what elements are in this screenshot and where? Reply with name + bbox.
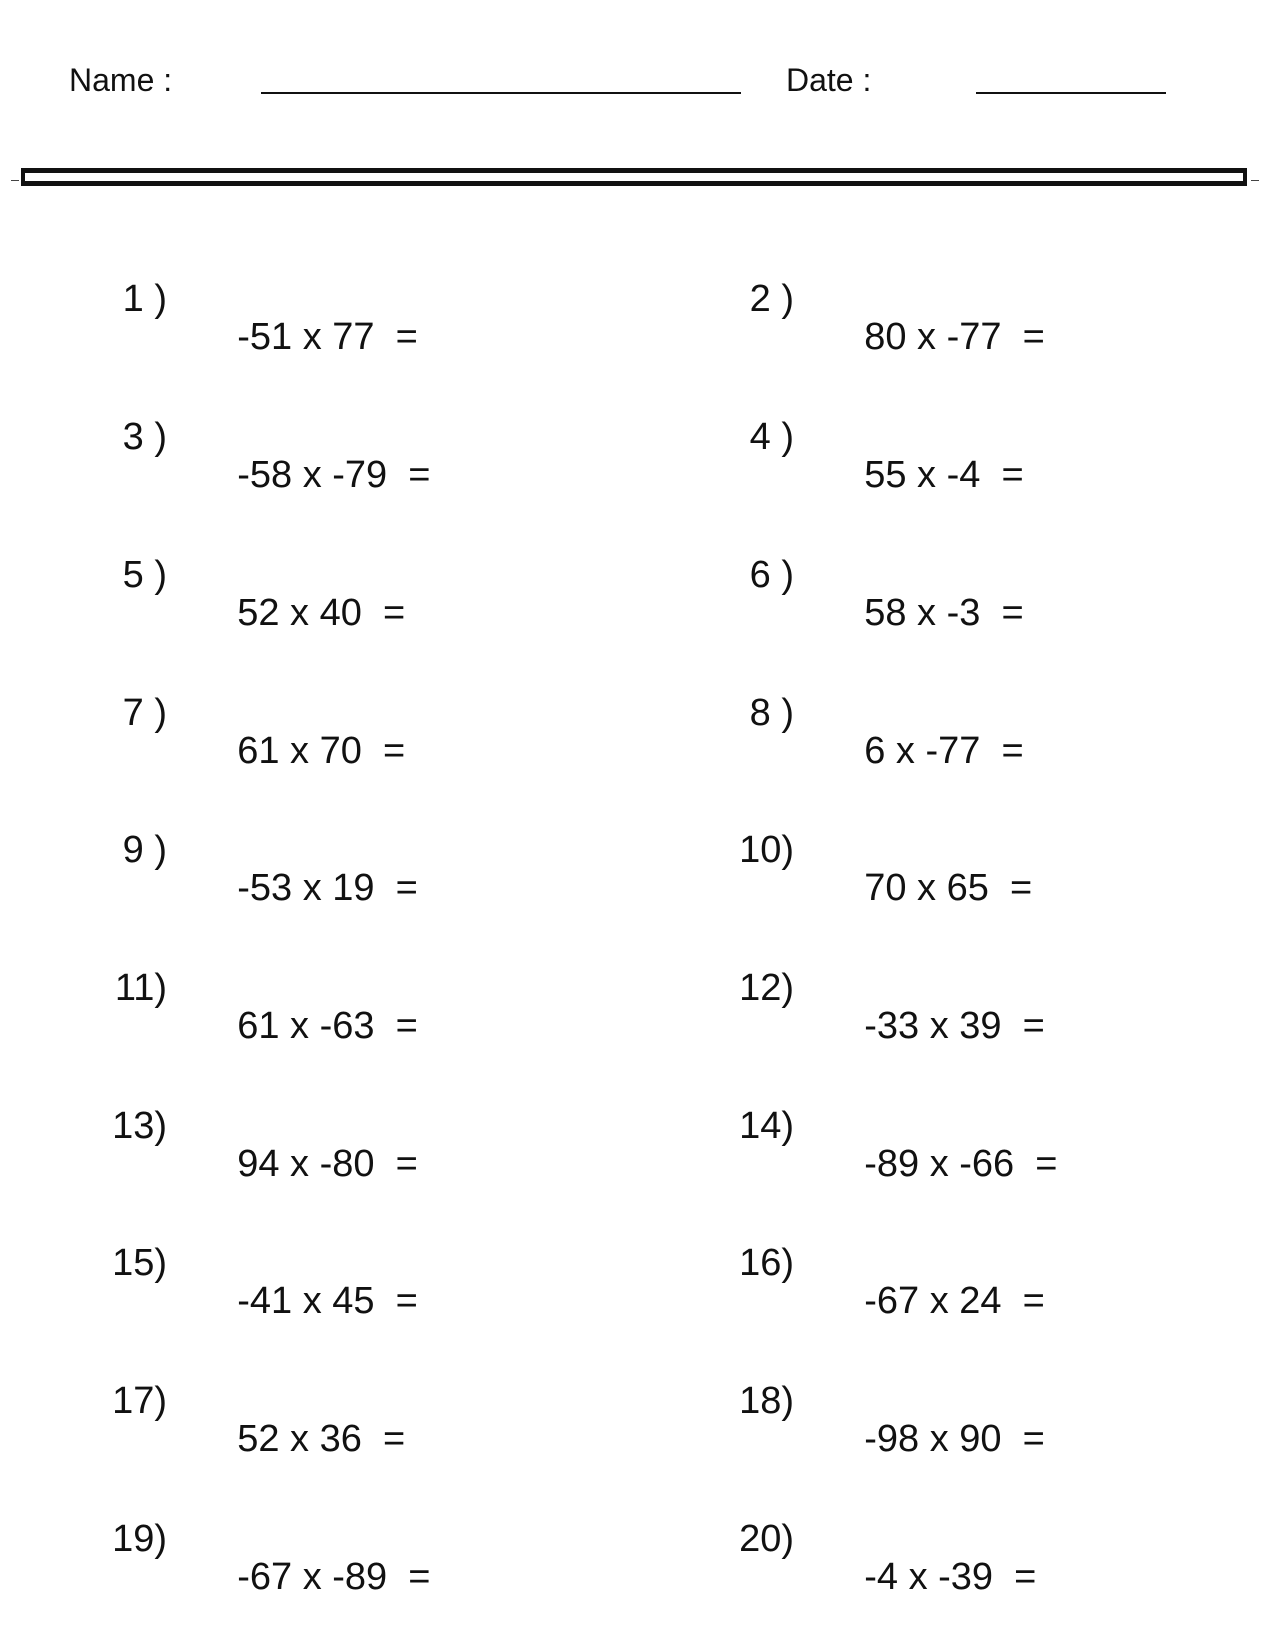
problem-expression: -4 x -39 =: [864, 1556, 1037, 1598]
problem-number: 4 ): [749, 416, 794, 458]
problem-17: [112, 1344, 406, 1496]
problem-1: [122, 242, 418, 394]
problem-expression: 52 x 40 =: [237, 592, 406, 634]
problem-expression: -67 x 24 =: [864, 1280, 1045, 1322]
problem-10: [739, 793, 1033, 945]
problem-18: [739, 1344, 1045, 1496]
problem-number: 17): [112, 1380, 167, 1422]
problem-16: [739, 1206, 1045, 1358]
problem-expression: -51 x 77 =: [237, 316, 418, 358]
problem-expression: -89 x -66 =: [864, 1143, 1058, 1185]
problem-number: 16): [739, 1242, 794, 1284]
name-label: Name :: [69, 62, 173, 98]
problem-number: 9 ): [122, 829, 167, 871]
problem-number: 6 ): [749, 554, 794, 596]
problem-expression: -33 x 39 =: [864, 1005, 1045, 1047]
problem-number: 12): [739, 967, 794, 1009]
problem-number: 10): [739, 829, 794, 871]
problem-20: [739, 1482, 1037, 1634]
problem-expression: 52 x 36 =: [237, 1418, 406, 1460]
problem-7: [122, 656, 406, 808]
problem-number: 5 ): [122, 554, 167, 596]
problem-19: [112, 1482, 431, 1634]
date-blank-line[interactable]: [976, 92, 1166, 94]
rule-tick-right: [1251, 180, 1259, 181]
problem-number: 15): [112, 1242, 167, 1284]
problem-11: [114, 931, 418, 1083]
problem-expression: -58 x -79 =: [237, 454, 431, 496]
problem-6: [749, 518, 1024, 670]
header-divider: [21, 168, 1247, 186]
problem-expression: 80 x -77 =: [864, 316, 1045, 358]
problem-expression: 61 x 70 =: [237, 730, 406, 772]
problem-expression: 61 x -63 =: [237, 1005, 418, 1047]
problem-expression: -98 x 90 =: [864, 1418, 1045, 1460]
problem-expression: -41 x 45 =: [237, 1280, 418, 1322]
problem-4: [749, 380, 1024, 532]
problem-3: [122, 380, 431, 532]
problem-number: 1 ): [122, 278, 167, 320]
problem-number: 14): [739, 1105, 794, 1147]
problem-5: [122, 518, 406, 670]
problem-13: [112, 1069, 418, 1221]
problem-expression: -53 x 19 =: [237, 867, 418, 909]
problem-number: 20): [739, 1518, 794, 1560]
problem-15: [112, 1206, 418, 1358]
problem-number: 13): [112, 1105, 167, 1147]
problem-number: 18): [739, 1380, 794, 1422]
problem-expression: 58 x -3 =: [864, 592, 1024, 634]
problem-number: 3 ): [122, 416, 167, 458]
problem-9: [122, 793, 418, 945]
problem-expression: 55 x -4 =: [864, 454, 1024, 496]
problem-expression: 70 x 65 =: [864, 867, 1033, 909]
problem-number: 19): [112, 1518, 167, 1560]
rule-tick-left: [11, 180, 19, 181]
problem-number: 7 ): [122, 692, 167, 734]
problem-14: [739, 1069, 1058, 1221]
problem-8: [749, 656, 1024, 808]
problem-number: 2 ): [749, 278, 794, 320]
problem-expression: 94 x -80 =: [237, 1143, 418, 1185]
problem-expression: 6 x -77 =: [864, 730, 1024, 772]
problem-12: [739, 931, 1045, 1083]
problem-number: 11): [114, 967, 167, 1009]
problem-2: [749, 242, 1045, 394]
name-blank-line[interactable]: [261, 92, 741, 94]
date-label: Date :: [786, 62, 872, 98]
problem-number: 8 ): [749, 692, 794, 734]
problem-expression: -67 x -89 =: [237, 1556, 431, 1598]
